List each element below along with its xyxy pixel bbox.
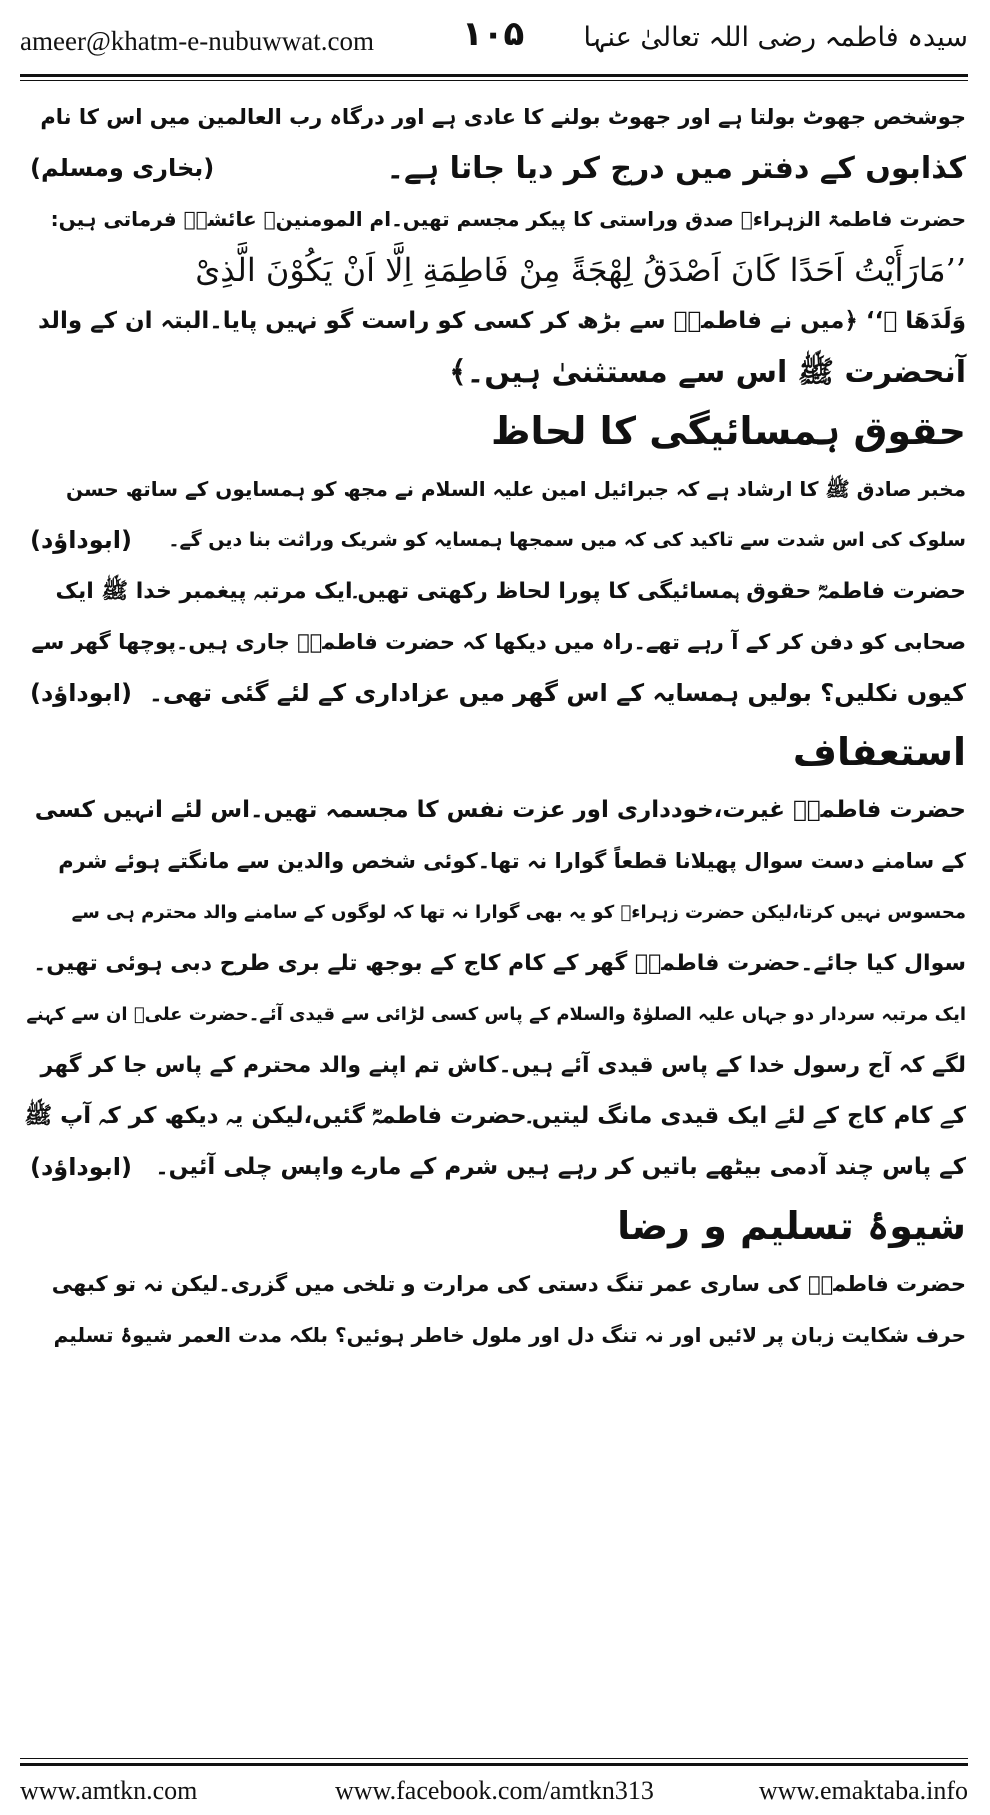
reference: (ابوداؤد) [30, 526, 132, 554]
text-line: سلوک کی اس شدت سے تاکید کی کہ میں سمجھا ہمسایہ کو شریک وراثت بنا دیں گے۔ (ابوداؤد) [24, 515, 966, 566]
text-line: ایک مرتبہ سردار دو جہاں علیہ الصلوٰۃ والسلام کے پاس کسی لڑائی سے قیدی آئے۔حضرت علیؓ ان سے کہنے [26, 1004, 966, 1025]
text-line: محسوس نہیں کرتا،لیکن حضرت زہراءؓ کو یہ بھی گوارا نہ تھا کہ لوگوں کے سامنے والد محترم ہی سے [71, 902, 966, 923]
reference: (ابوداؤد) [30, 679, 132, 707]
footer-link-facebook[interactable]: www.facebook.com/amtkn313 [335, 1776, 654, 1805]
text-line: کذابوں کے دفتر میں درج کر دیا جاتا ہے۔ (بخاری ومسلم) [24, 143, 966, 194]
text-line: کے پاس چند آدمی بیٹھے باتیں کر رہے ہیں شرم کے مارے واپس چلی آئیں۔ (ابوداؤد) [24, 1142, 966, 1193]
section-heading-self-respect: استعفاف [792, 730, 966, 774]
reference: (بخاری ومسلم) [30, 154, 215, 182]
page-number: ۱۰۵ [462, 14, 525, 54]
text-line: حضرت فاطمہؓ کی ساری عمر تنگ دستی کی مرارت و تلخی میں گزری۔لیکن نہ تو کبھی [51, 1272, 966, 1296]
header-rule-thin [20, 80, 968, 81]
footer-link-emaktaba[interactable]: www.emaktaba.info [758, 1776, 968, 1805]
text-line: حضرت فاطمۃ الزہراءؓ صدق وراستی کا پیکر مجسم تھیں۔ام المومنینؓ عائشہؓ فرماتی ہیں: [50, 207, 966, 231]
page-body [24, 92, 966, 1361]
page-footer [0, 1758, 990, 1815]
header-email: ameer@khatm-e-nubuwwat.com [20, 26, 374, 56]
text-line: سوال کیا جائے۔حضرت فاطمہؓ گھر کے کام کاج کے بوجھ تلے بری طرح دبی ہوئی تھیں۔ [33, 951, 966, 976]
footer-link-amtkn[interactable]: www.amtkn.com [20, 1776, 198, 1805]
reference: (ابوداؤد) [30, 1153, 132, 1181]
section-heading-submission: شیوۂ تسلیم و رضا [617, 1204, 966, 1248]
text-line: حرف شکایت زبان پر لائیں اور نہ تنگ دل اور ملول خاطر ہوئیں؟ بلکہ مدت العمر شیوۂ تسلیم [53, 1323, 966, 1347]
section-heading-neighbours: حقوق ہمسائیگی کا لحاظ [491, 409, 966, 453]
text-line: کیوں نکلیں؟ بولیں ہمسایہ کے اس گھر میں عزاداری کے لئے گئی تھی۔ (ابوداؤد) [24, 668, 966, 719]
page-header [0, 0, 990, 80]
text-line: حضرت فاطمہؓ حقوق ہمسائیگی کا پورا لحاظ رکھتی تھیں۔ایک مرتبہ پیغمبر خدا ﷺ ایک [55, 579, 966, 604]
text-line: مخبر صادق ﷺ کا ارشاد ہے کہ جبرائیل امین علیہ السلام نے مجھ کو ہمسایوں کے ساتھ حسن [65, 477, 966, 501]
book-title: سیدہ فاطمہ رضی اللہ تعالیٰ عنہا [583, 22, 968, 53]
footer-rule-thin [20, 1758, 968, 1759]
footer-rule [20, 1763, 968, 1766]
text-line: جوشخص جھوٹ بولتا ہے اور جھوٹ بولنے کا عادی ہے اور درگاہ رب العالمین میں اس کا نام [40, 105, 966, 129]
text-line: صحابی کو دفن کر کے آ رہے تھے۔راہ میں دیکھا کہ حضرت فاطمہؓ جاری ہیں۔پوچھا گھر سے [31, 630, 966, 654]
header-rule [20, 74, 968, 77]
text-line: حضرت فاطمہؓ غیرت،خودداری اور عزت نفس کا مجسمہ تھیں۔اس لئے انہیں کسی [34, 797, 966, 823]
text-line: کے سامنے دست سوال پھیلانا قطعاً گوارا نہ تھا۔کوئی شخص والدین سے مانگتے ہوئے شرم [58, 849, 966, 873]
arabic-quote-line: ’’مَارَأَیْتُ اَحَدًا کَانَ اَصْدَقُ لِهْجَةً مِنْ فَاطِمَةِ اِلَّا اَنْ یَكُوْنَ الَّذِیْ [195, 251, 966, 289]
text-line: وَلَدَهَا ﷺ‘‘ ﴿میں نے فاطمہؓ سے بڑھ کر کسی کو راست گو نہیں پایا۔البتہ ان کے والد [38, 308, 966, 334]
text-line: لگے کہ آج رسول خدا کے پاس قیدی آئے ہیں۔کاش تم اپنے والد محترم کے پاس جا کر گھر [40, 1053, 966, 1078]
text-line: کے کام کاج کے لئے ایک قیدی مانگ لیتیں۔حضرت فاطمہؓ گئیں،لیکن یہ دیکھ کر کہ آپ ﷺ [24, 1103, 966, 1129]
text-line: آنحضرت ﷺ اس سے مستثنیٰ ہیں۔﴾ [449, 355, 966, 390]
